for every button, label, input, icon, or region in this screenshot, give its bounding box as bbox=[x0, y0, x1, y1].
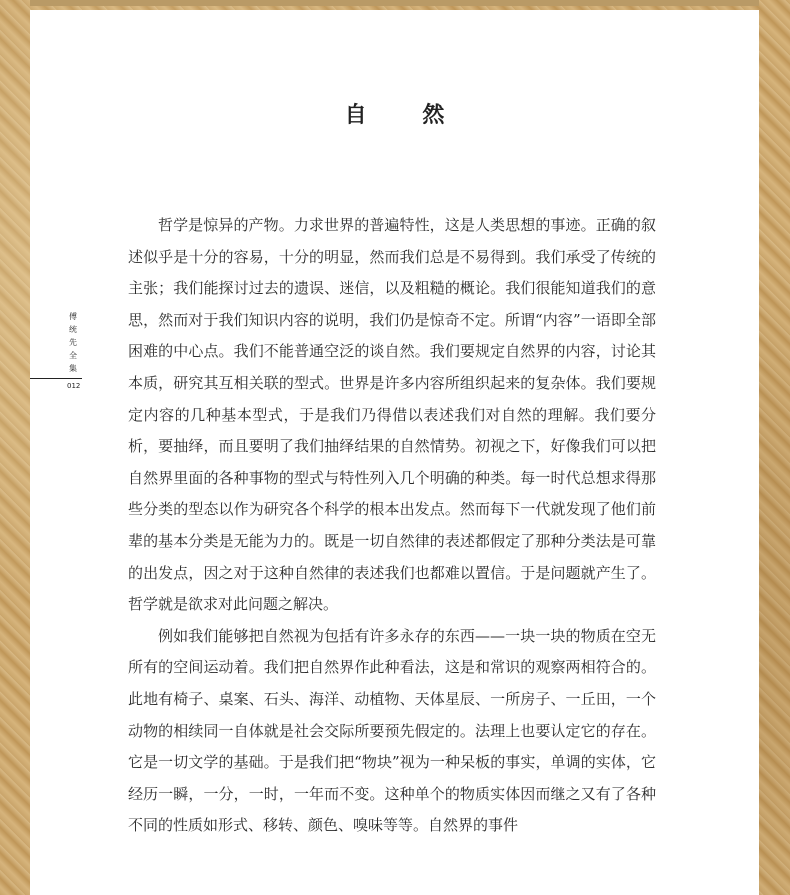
paragraph: 例如我们能够把自然视为包括有许多永存的东西——一块一块的物质在空无所有的空间运动着。我们把自然界作此种看法，这是和常识的观察两相符合的。此地有椅子、桌案、石头、海洋、动植物、天体星辰、一所房子、一丘田，一个动物的相续同一自体就是社会交际所要预先假定的。法理上也要认定它的存在。它是一切文学的基础。于是我们把“物块”视为一种呆板的事实，单调的实体，它经历一瞬，一分，一时，一年而不变。这种单个的物质实体因而继之又有了各种不同的性质如形式、移转、颜色、嗅味等等。自然界的事件 bbox=[128, 626, 656, 835]
page-top-edge bbox=[30, 0, 759, 6]
paragraph: 哲学是惊异的产物。力求世界的普遍特性，这是人类思想的事迹。正确的叙述似乎是十分的容易，十分的明显，然而我们总是不易得到。我们承受了传统的主张；我们能探讨过去的遗误、迷信，以及粗糙的概论。我们很能知道我们的意思，然而对于我们知识内容的说明，我们仍是惊奇不定。所谓“内容”一语即全部困难的中心点。我们不能普通空泛的谈自然。我们要规定自然界的内容，讨论其本质，研究其互相关联的型式。世界是许多内容所组织起来的复杂体。我们要规定内容的几种基本型式，于是我们乃得借以表述我们对自然的理解。我们要分析，要抽绎，而且要明了我们抽绎结果的自然情势。初视之下，好像我们可以把自然界里面的各种事物的型式与特性列入几个明确的种类。每一时代总想求得那些分类的型态以作为研究各个科学的根本出发点。然而每下一代就发现了他们前辈的基本分类是无能为力的。既是一切自然律的表述都假定了那种分类法是可靠的出发点，因之对于这种自然律的表述我们也都难以置信。于是问题就产生了。哲学就是欲求对此问题之解决。 bbox=[128, 216, 656, 614]
body-text bbox=[128, 210, 656, 842]
chapter-title: 自 然 bbox=[344, 102, 469, 128]
book-page bbox=[30, 10, 759, 895]
side-book-title: 傅统先全集 bbox=[69, 312, 77, 373]
side-marker bbox=[30, 310, 82, 390]
page-number: 012 bbox=[67, 382, 81, 390]
side-rule bbox=[30, 378, 82, 379]
